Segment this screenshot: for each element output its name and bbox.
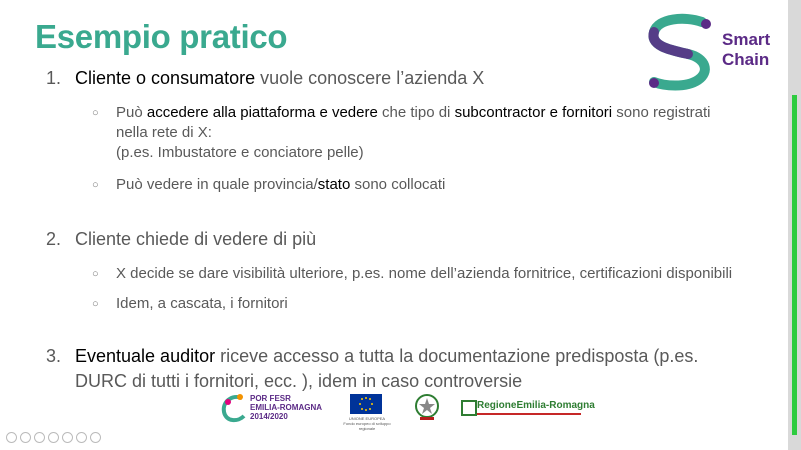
sub-item-1a: Può accedere alla piattaforma e vedere che tipo di subcontractor e fornitori sono registrati <box>116 104 711 121</box>
italian-emblem-icon <box>414 392 440 422</box>
list-item-2: 2. Cliente chiede di vedere di più <box>46 229 317 249</box>
control-icon[interactable] <box>34 432 45 443</box>
bullet-circle-icon: ○ <box>92 179 99 191</box>
sub-item-1a-line2: nella rete di X: <box>116 124 212 141</box>
bullet-circle-icon: ○ <box>92 298 99 310</box>
region-text: RegioneEmilia-Romagna <box>477 400 595 411</box>
side-green-bar <box>792 95 797 435</box>
footer-logos <box>0 390 788 430</box>
control-icon[interactable] <box>76 432 87 443</box>
bullet-circle-icon: ○ <box>92 268 99 280</box>
eu-flag-icon <box>350 394 382 414</box>
logo-text: Smart Chain <box>722 30 771 69</box>
control-icon[interactable] <box>62 432 73 443</box>
side-panel-strip <box>788 0 801 450</box>
region-underline <box>477 413 581 415</box>
eu-text: UNIONE EUROPEA Fondo europeo di sviluppo regionale <box>343 416 391 431</box>
region-logo-icon <box>461 400 477 416</box>
control-icon[interactable] <box>20 432 31 443</box>
control-icon[interactable] <box>6 432 17 443</box>
sub-item-1b: Può vedere in quale provincia/stato sono collocati <box>116 176 446 193</box>
list-item-3: 3. Eventuale auditor riceve accesso a tutta la documentazione predisposta (p.es. <box>46 346 699 366</box>
slide-title: Esempio pratico <box>35 18 288 55</box>
sub-item-2a: X decide se dare visibilità ulteriore, p.es. nome dell’azienda fornitrice, certificazioni disponibili <box>116 265 733 282</box>
list-item-3-line2: DURC di tutti i fornitori, ecc. ), idem in caso controversie <box>75 371 523 391</box>
bullet-circle-icon: ○ <box>92 107 99 119</box>
control-icon[interactable] <box>90 432 101 443</box>
sub-item-2b: Idem, a cascata, i fornitori <box>116 295 288 312</box>
fesr-logo-icon <box>218 392 248 424</box>
slide-player-controls[interactable] <box>6 430 104 448</box>
control-icon[interactable] <box>48 432 59 443</box>
fesr-text: POR FESR EMILIA-ROMAGNA 2014/2020 <box>250 394 322 421</box>
sub-item-1a-line3: (p.es. Imbustatore e conciatore pelle) <box>116 144 364 161</box>
list-item-1: 1. Cliente o consumatore vuole conoscere l’azienda X <box>46 68 485 88</box>
